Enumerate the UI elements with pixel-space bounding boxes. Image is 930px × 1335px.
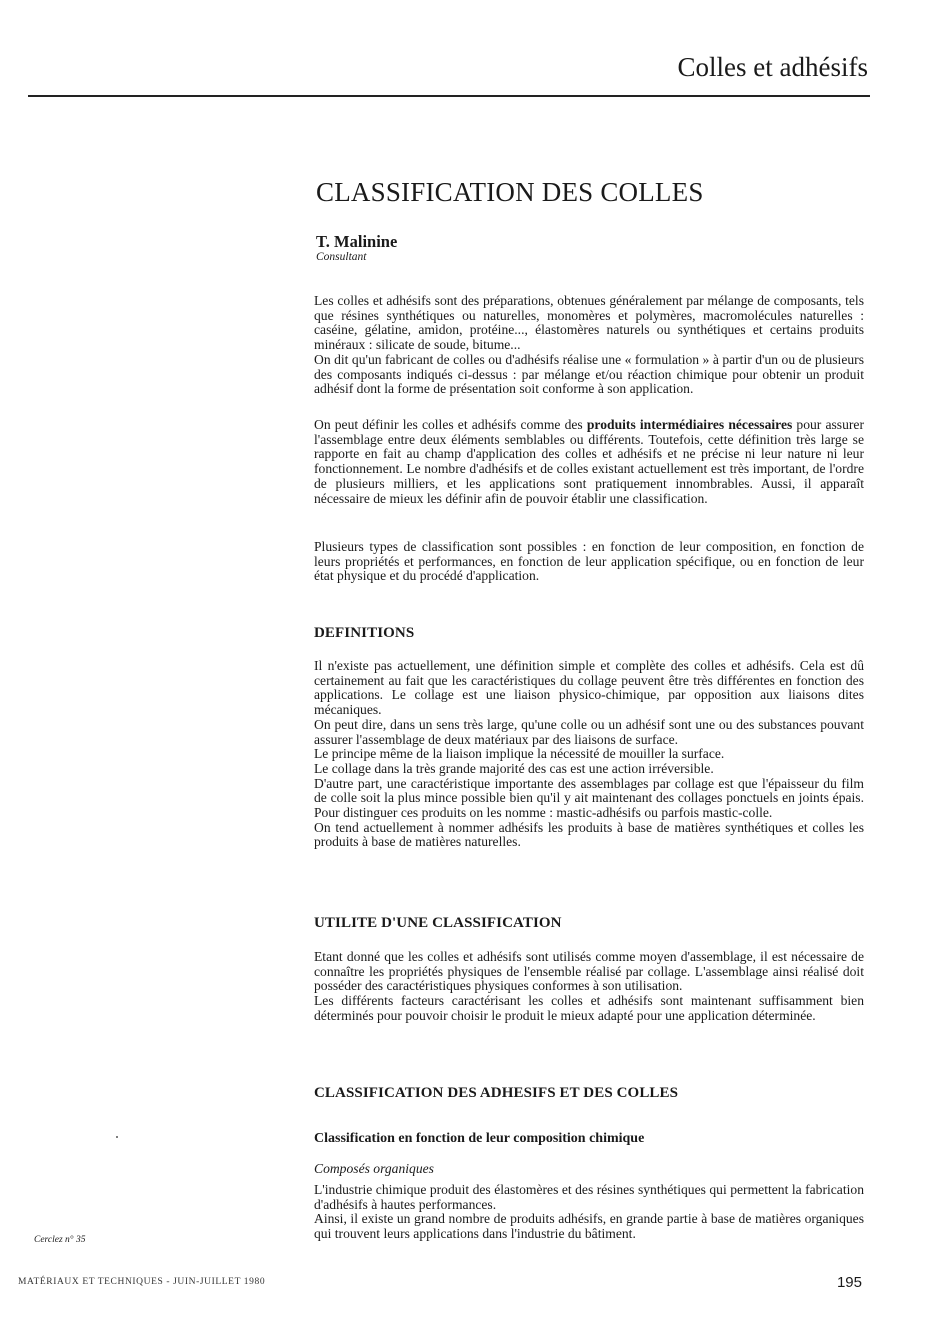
utilite-text-1: Etant donné que les colles et adhésifs sont utilisés comme moyen d'assemblage, il est nécessaire de connaître les propriétés physiques de l'ensemble réalisé par collage. L'assemblage ainsi réalisé doit posséder des caractéristiques physiques conformes à son utilisation. bbox=[314, 949, 864, 994]
margin-dot bbox=[116, 1136, 118, 1138]
classification-heading: CLASSIFICATION DES ADHESIFS ET DES COLLES bbox=[314, 1085, 679, 1101]
definitions-text-1: Il n'existe pas actuellement, une définition simple et complète des colles et adhésifs. Cela est dû certainement au fait que les caractéristiques du collage peuvent être très différentes en fonction des applications. Le collage est une liaison physico-chimique, par opposition aux liaisons dites mécaniques. bbox=[314, 658, 864, 718]
definition-text-end: pour assurer l'assemblage entre deux éléments semblables ou différents. Toutefois, cette définition très large se rapporte en fait au champ d'application des colles et adhésifs et ne précise ni leur nature ni leur fonctionnement. Le nombre d'adhésifs et de colles existant actuellement est très important, de l'ordre de plusieurs milliers, et les applications sont pratiquement innombrables. Aussi, il apparaît nécessaire de mieux les définir afin de pouvoir établir une classification. bbox=[314, 417, 864, 506]
utilite-heading: UTILITE D'UNE CLASSIFICATION bbox=[314, 915, 562, 931]
organic-text-2: Ainsi, il existe un grand nombre de produits adhésifs, en grande partie à base de matières organiques qui trouvent leurs applications dans l'industrie du bâtiment. bbox=[314, 1211, 864, 1242]
organic-subheading: Composés organiques bbox=[314, 1161, 434, 1176]
definition-text bbox=[314, 418, 864, 506]
section-header-title: Colles et adhésifs bbox=[677, 52, 868, 82]
intro-text-2: On dit qu'un fabricant de colles ou d'adhésifs réalise une « formulation » à partir d'un ou de plusieurs des composants indiqués ci-dessus : par mélange et/ou réaction chimique pour obtenir un produit adhésif dont la forme de présentation soit conforme à son application. bbox=[314, 351, 864, 397]
author-name: T. Malinine bbox=[316, 232, 398, 251]
classification-types-text: Plusieurs types de classification sont possibles : en fonction de leur composition, en fonction de leurs propriétés et performances, en fonction de leur application spécifique, ou en fonction de leur état physique et du procédé d'application. bbox=[314, 539, 864, 584]
utilite-body bbox=[314, 950, 864, 1024]
classification-types-paragraph bbox=[314, 540, 864, 584]
page-number: 195 bbox=[836, 1274, 862, 1291]
definition-text-start: On peut définir les colles et adhésifs comme des bbox=[314, 417, 587, 432]
definitions-text-5: D'autre part, une caractéristique importante des assemblages par collage est que l'épaisseur du film de colle soit la plus mince possible bien qu'il y ait maintenant des collages ponctuels en joints épais. Pour distinguer ces produits on les nomme : mastic-adhésifs ou parfois mastic-colle. bbox=[314, 775, 864, 821]
footer-journal: MATÉRIAUX ET TECHNIQUES - JUIN-JUILLET 1980 bbox=[18, 1277, 266, 1287]
definitions-body bbox=[314, 659, 864, 850]
definition-paragraph bbox=[314, 418, 864, 506]
organic-text-1: L'industrie chimique produit des élastomères et des résines synthétiques qui permettent la fabrication d'adhésifs à hautes performances. bbox=[314, 1182, 864, 1212]
definitions-text-3: Le principe même de la liaison implique la nécessité de mouiller la surface. bbox=[314, 746, 725, 762]
composition-subheading: Classification en fonction de leur composition chimique bbox=[314, 1131, 645, 1146]
author-role: Consultant bbox=[316, 251, 367, 263]
article-title: CLASSIFICATION DES COLLES bbox=[316, 177, 704, 207]
cerclez-note: Cerclez n° 35 bbox=[34, 1235, 86, 1245]
intro-text-1: Les colles et adhésifs sont des préparations, obtenues généralement par mélange de composants, tels que résines synthétiques ou naturelles, monomères et polymères, macromolécules naturelles : caséine, gélatine, amidon, protéine..., élastomères naturels ou synthétiques et certains produits minéraux : silicate de soude, bitume... bbox=[314, 293, 864, 353]
definition-emphasis: produits intermédiaires nécessaires bbox=[586, 417, 793, 432]
organic-body bbox=[314, 1183, 864, 1242]
intro-paragraph bbox=[314, 294, 864, 397]
definitions-text-2: On peut dire, dans un sens très large, qu'une colle ou un adhésif sont une ou des substances pouvant assurer l'assemblage de deux matériaux par des liaisons de surface. bbox=[314, 716, 864, 747]
definitions-heading: DEFINITIONS bbox=[314, 625, 415, 641]
utilite-text-2: Les différents facteurs caractérisant les colles et adhésifs sont maintenant suffisamment bien déterminés pour pouvoir choisir le produit le mieux adapté pour une application déterminée. bbox=[314, 993, 864, 1023]
header-rule bbox=[28, 95, 870, 97]
definitions-text-6: On tend actuellement à nommer adhésifs les produits à base de matières synthétiques et colles les produits à base de matières naturelles. bbox=[314, 819, 864, 850]
definitions-text-4: Le collage dans la très grande majorité des cas est une action irréversible. bbox=[314, 760, 714, 776]
